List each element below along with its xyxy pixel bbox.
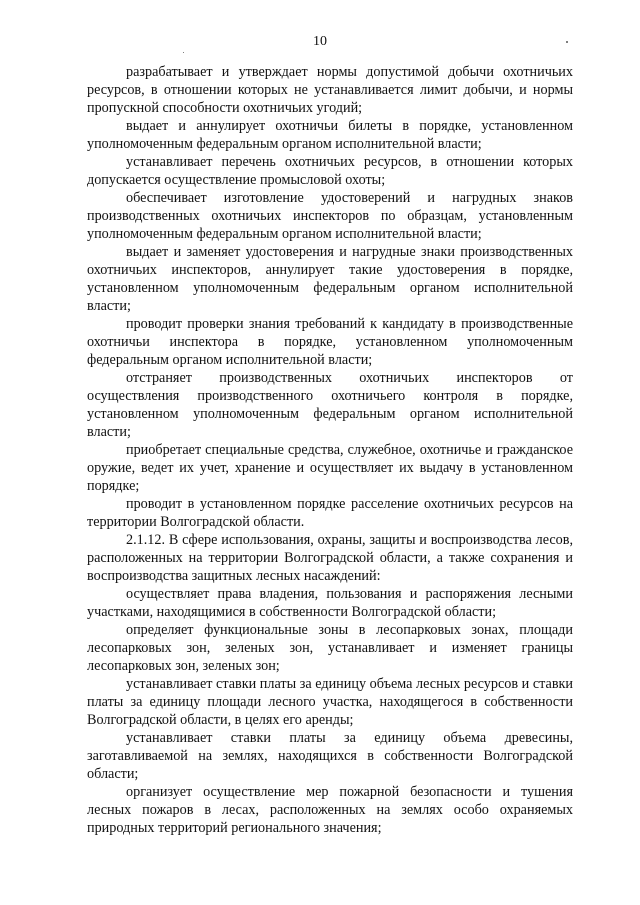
paragraph: разрабатывает и утверждает нормы допустимой добычи охотничьих ресурсов, в отношении которых не устанавливается лимит добычи, и нормы пропускной способности охотничьих угодий;	[87, 64, 573, 116]
paragraph: устанавливает ставки платы за единицу объема лесных ресурсов и ставки платы за единицу площади лесного участка, находящегося в собственности Волгоградской области, в целях его аренды;	[87, 676, 573, 728]
paragraph: устанавливает ставки платы за единицу объема древесины, заготавливаемой на землях, находящихся в собственности Волгоградской области;	[87, 730, 573, 782]
paragraph: осуществляет права владения, пользования и распоряжения лесными участками, находящимися в собственности Волгоградской области;	[87, 586, 573, 620]
paragraph: организует осуществление мер пожарной безопасности и тушения лесных пожаров в лесах, расположенных на землях особо охраняемых природных территорий регионального значения;	[87, 784, 573, 836]
document-body	[87, 63, 573, 837]
paragraph: определяет функциональные зоны в лесопарковых зонах, площади лесопарковых зон, зеленых зон, устанавливает и изменяет границы лесопарковых зон, зеленых зон;	[87, 622, 573, 674]
paragraph: приобретает специальные средства, служебное, охотничье и гражданское оружие, ведет их учет, хранение и осуществляет их выдачу в установленном порядке;	[87, 442, 573, 494]
paragraph: отстраняет производственных охотничьих инспекторов от осуществления производственного охотничьего контроля в порядке, установленном уполномоченным федеральным органом исполнительной власти;	[87, 370, 573, 440]
section-paragraph: 2.1.12. В сфере использования, охраны, защиты и воспроизводства лесов, расположенных на территории Волгоградской области, а также сохранения и воспроизводства защитных лесных насаждений:	[87, 532, 573, 584]
paragraph: проводит в установленном порядке расселение охотничьих ресурсов на территории Волгоградской области.	[87, 496, 573, 530]
paragraph: обеспечивает изготовление удостоверений и нагрудных знаков производственных охотничьих инспекторов по образцам, установленным уполномоченным федеральным органом исполнительной власти;	[87, 190, 573, 242]
paragraph: выдает и заменяет удостоверения и нагрудные знаки производственных охотничьих инспекторов, аннулирует такие удостоверения в порядке, установленном уполномоченным федеральным органом исполнительной власти;	[87, 244, 573, 314]
paragraph: проводит проверки знания требований к кандидату в производственные охотничьи инспектора в порядке, установленном уполномоченным федеральным органом исполнительной власти;	[87, 316, 573, 368]
paragraph: устанавливает перечень охотничьих ресурсов, в отношении которых допускается осуществление промысловой охоты;	[87, 154, 573, 188]
paragraph: выдает и аннулирует охотничьи билеты в порядке, установленном уполномоченным федеральным органом исполнительной власти;	[87, 118, 573, 152]
scan-speck	[183, 52, 184, 53]
page-number: 10	[313, 34, 327, 49]
scan-speck	[566, 41, 568, 43]
